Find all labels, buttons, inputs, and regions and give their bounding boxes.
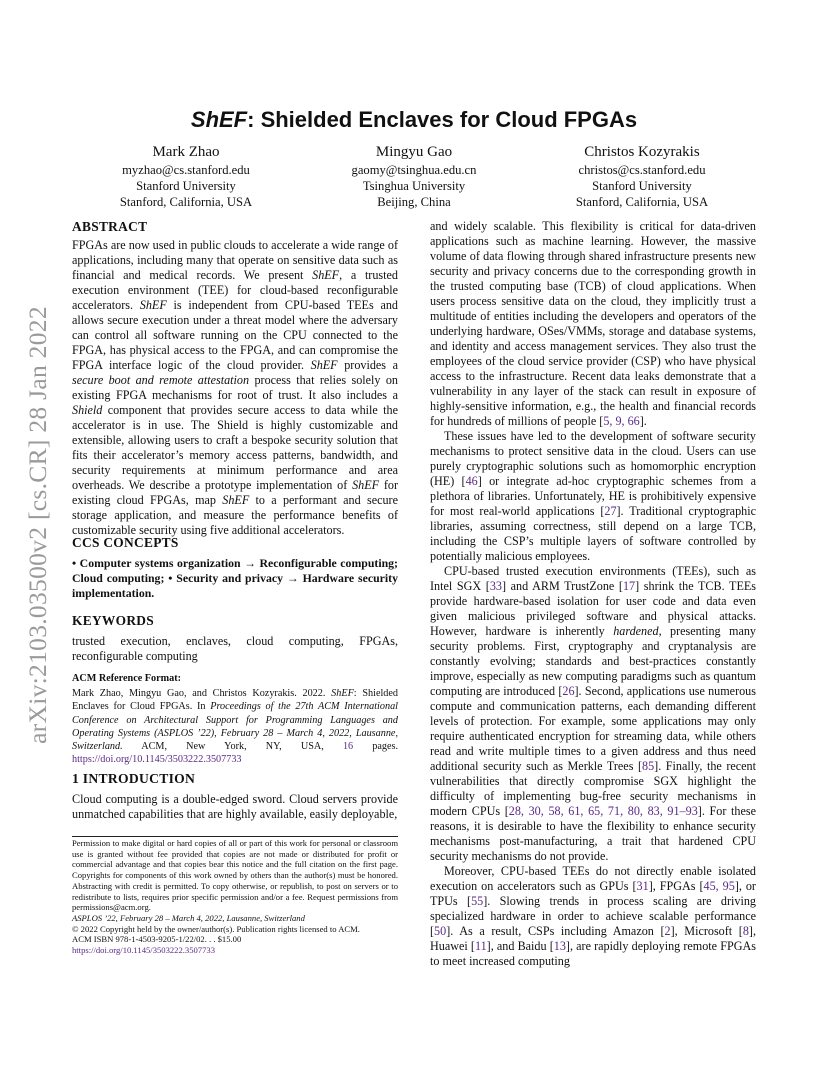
author-name: Mingyu Gao: [375, 144, 453, 160]
author-name: Christos Kozyrakis: [584, 144, 700, 160]
citation-link[interactable]: 13: [553, 939, 566, 953]
intro-paragraph: Cloud computing is a double-edged sword. Cloud servers provide unmatched capabilities that are highly available, easily deployable,: [72, 792, 398, 821]
abstract-text: FPGAs are now used in public clouds to accelerate a wide range of applications, including many that operate on sensitive data such as financial and medical records. We present ShEF, a trusted execution environment (TEE) for cloud-based reconfigurable accelerators. ShEF is independent from CPU-based TEEs and allows secure execution under a threat model where the adversary can control all software running on the CPU connected to the FPGA, has physical access to the FPGA, and can compromise the FPGA interface logic of the cloud provider. ShEF provides a secure boot and remote attestation process that relies solely on existing FPGA mechanisms for root of trust. It also includes a Shield component that provides secure access to data while the accelerator is in use. The Shield is highly customizable and extensible, allowing users to craft a bespoke security solution that fits their accelerator’s memory access patterns, bandwidth, and security requirements at minimum performance and area overheads. We describe a prototype implementation of ShEF for existing cloud FPGAs, map ShEF to a performant and secure storage application, and measure the performance benefits of customizable security using five additional accelerators.: [72, 238, 399, 537]
paper-title: [72, 107, 756, 133]
citation-link[interactable]: 2: [664, 924, 671, 938]
author-name: Mark Zhao: [152, 144, 220, 160]
conference-line: ASPLOS ’22, February 28 – March 4, 2022, Lausanne, Switzerland: [72, 912, 305, 923]
author-location: Stanford, California, USA: [575, 195, 709, 209]
abstract-heading: ABSTRACT: [72, 219, 148, 234]
copyright-footnote: [72, 838, 398, 956]
citation-link[interactable]: 85: [642, 759, 655, 773]
ccs-text: • Computer systems organization → Reconfigurable computing; Cloud computing; • Security and privacy → Hardware security implementation.: [72, 556, 398, 600]
ccs-section: [72, 535, 398, 601]
citation-link[interactable]: 46: [465, 474, 478, 488]
arxiv-identifier: arXiv:2103.03500v2 [cs.CR] 28 Jan 2022: [23, 306, 52, 744]
citation-link[interactable]: 17: [622, 579, 636, 593]
intro-paragraph: Moreover, CPU-based TEEs do not directly enable isolated execution on accelerators such as GPUs [31], FPGAs [45, 95], or TPUs [55]. Slowing trends in process scaling are driving specialized hardware in order to achieve scalable performance [50]. As a result, CSPs including Amazon [2], Microsoft [8], Huawei [11], and Baidu [13], are rapidly deploying remote FPGAs to meet increased computing: [430, 864, 756, 968]
author-2: [304, 142, 524, 210]
permission-notice: Permission to make digital or hard copies of all or part of this work for personal or classroom use is granted without fee provided that copies are not made or distributed for profit or commercial advantage and that copies bear this notice and the full citation on the first page. Copyrights for components of this work owned by others than the author(s) must be honored. Abstracting with credit is permitted. To copy otherwise, or republish, to post on servers or to redistribute to lists, requires prior specific permission and/or a fee. Request permissions from permissions@acm.org.: [72, 838, 398, 913]
intro-paragraph: and widely scalable. This flexibility is critical for data-driven applications such as machine learning. However, the massive volume of data flowing through shared infrastructure presents new security and privacy concerns due to the corresponding growth in the trusted computing base (TCB) of cloud applications. When users process sensitive data on the cloud, they implicitly trust a multitude of entities including the developers and operators of the underlying hardware, OSes/VMMs, storage and database systems, and identity and access management services. They also trust the employees of the cloud service provider (CSP) who have physical access to the infrastructure. Recent data leaks demonstrate that a vulnerability in any layer of the stack can result in exposure of highly-sensitive information, e.g., the health and financial records for hundreds of millions of people [5, 9, 66].: [430, 219, 756, 428]
citation-link[interactable]: 8: [742, 924, 749, 938]
pages-link[interactable]: 16: [342, 741, 354, 753]
acm-reference-format: [72, 672, 398, 766]
keywords-text: trusted execution, enclaves, cloud computing, FPGAs, reconfigurable computing: [72, 634, 398, 663]
citation-link[interactable]: 50: [434, 924, 447, 938]
citation-link[interactable]: 45, 95: [703, 879, 735, 893]
citation-link[interactable]: 55: [471, 894, 484, 908]
author-email: christos@cs.stanford.edu: [578, 163, 706, 177]
reference-text: Mark Zhao, Mingyu Gao, and Christos Kozyrakis. 2022. ShEF: Shielded Enclaves for Cloud FPGAs. In Proceedings of the 27th ACM International Conference on Architectural Support for Programming Languages and Operating Systems (ASPLOS ’22), February 28 – March 4, 2022, Lausanne, Switzerland. ACM, New York, NY, USA, 16 pages. https://doi.org/10.1145/3503222.3507733: [72, 688, 399, 766]
right-column-text: [430, 219, 756, 969]
author-affiliation: Tsinghua University: [362, 179, 466, 193]
doi-link[interactable]: https://doi.org/10.1145/3503222.3507733: [72, 754, 242, 766]
author-email: myzhao@cs.stanford.edu: [122, 163, 250, 177]
introduction-heading: 1 INTRODUCTION: [72, 771, 196, 786]
intro-paragraph: CPU-based trusted execution environments (TEEs), such as Intel SGX [33] and ARM TrustZone [17] shrink the TCB. TEEs provide hardware-based isolation for user code and data even given malicious privileged software and physical attacks. However, hardware is inherently hardened, presenting many security problems. First, cryptography and cryptanalysis are constantly evolving; standards and best-practices constantly improve, especially as new computing paradigms such as quantum computing are introduced [26]. Second, applications use numerous compute and communication patterns, each demanding different levels of protection. For example, some applications may only require authenticated encryption for streaming data, while others read and write multiple times to a given address and thus need additional security such as Merkle Trees [85]. Finally, the recent vulnerabilities that directly compromise SGX highlight the difficulty of implementing bug-free security mechanisms in modern CPUs [28, 30, 58, 61, 65, 71, 80, 83, 91–93]. For these reasons, it is desirable to have the flexibility to enhance security mechanisms post-manufacturing, a trait that hardened CPU security mechanisms do not provide.: [430, 564, 757, 863]
reference-label: ACM Reference Format:: [72, 673, 181, 684]
isbn-line: ACM ISBN 978-1-4503-9205-1/22/02. . . $15.00: [72, 934, 242, 945]
title-system-name: ShEF: [190, 107, 248, 132]
author-location: Stanford, California, USA: [119, 195, 253, 209]
citation-link[interactable]: 5, 9, 66: [603, 414, 640, 428]
author-3: [532, 142, 752, 210]
citation-link[interactable]: 28, 30, 58, 61, 65, 71, 80, 83, 91–93: [508, 804, 698, 818]
arxiv-sidebar-stamp: [6, 290, 70, 760]
keywords-section: [72, 613, 398, 664]
citation-link[interactable]: 33: [489, 579, 502, 593]
introduction-section: [72, 771, 398, 822]
footnote-doi-link[interactable]: https://doi.org/10.1145/3503222.3507733: [72, 945, 215, 956]
abstract-section: [72, 219, 398, 538]
title-text: : Shielded Enclaves for Cloud FPGAs: [247, 107, 638, 132]
author-location: Beijing, China: [377, 195, 451, 209]
author-affiliation: Stanford University: [136, 179, 236, 193]
citation-link[interactable]: 26: [562, 684, 575, 698]
author-email: gaomy@tsinghua.edu.cn: [351, 163, 477, 177]
ccs-heading: CCS CONCEPTS: [72, 535, 179, 550]
intro-paragraph: These issues have led to the development of software security mechanisms to protect sensitive data in the cloud. Users can use purely cryptographic solutions such as homomorphic encryption (HE) [46] or integrate ad-hoc cryptographic schemes from a plethora of libraries. Unfortunately, HE is prohibitively expensive for most real-world applications [27]. Traditional cryptographic libraries, assuming correctness, still depend on a large TCB, including the CSP’s multiple layers of software controlled by potentially malicious employees.: [430, 429, 756, 563]
footnote-divider: [72, 836, 398, 837]
citation-link[interactable]: 11: [474, 939, 487, 953]
author-1: [76, 142, 296, 210]
author-block: [72, 142, 756, 210]
copyright-line: © 2022 Copyright held by the owner/author(s). Publication rights licensed to ACM.: [72, 923, 360, 934]
keywords-heading: KEYWORDS: [72, 613, 155, 628]
author-affiliation: Stanford University: [592, 179, 692, 193]
citation-link[interactable]: 31: [636, 879, 649, 893]
citation-link[interactable]: 27: [604, 504, 617, 518]
